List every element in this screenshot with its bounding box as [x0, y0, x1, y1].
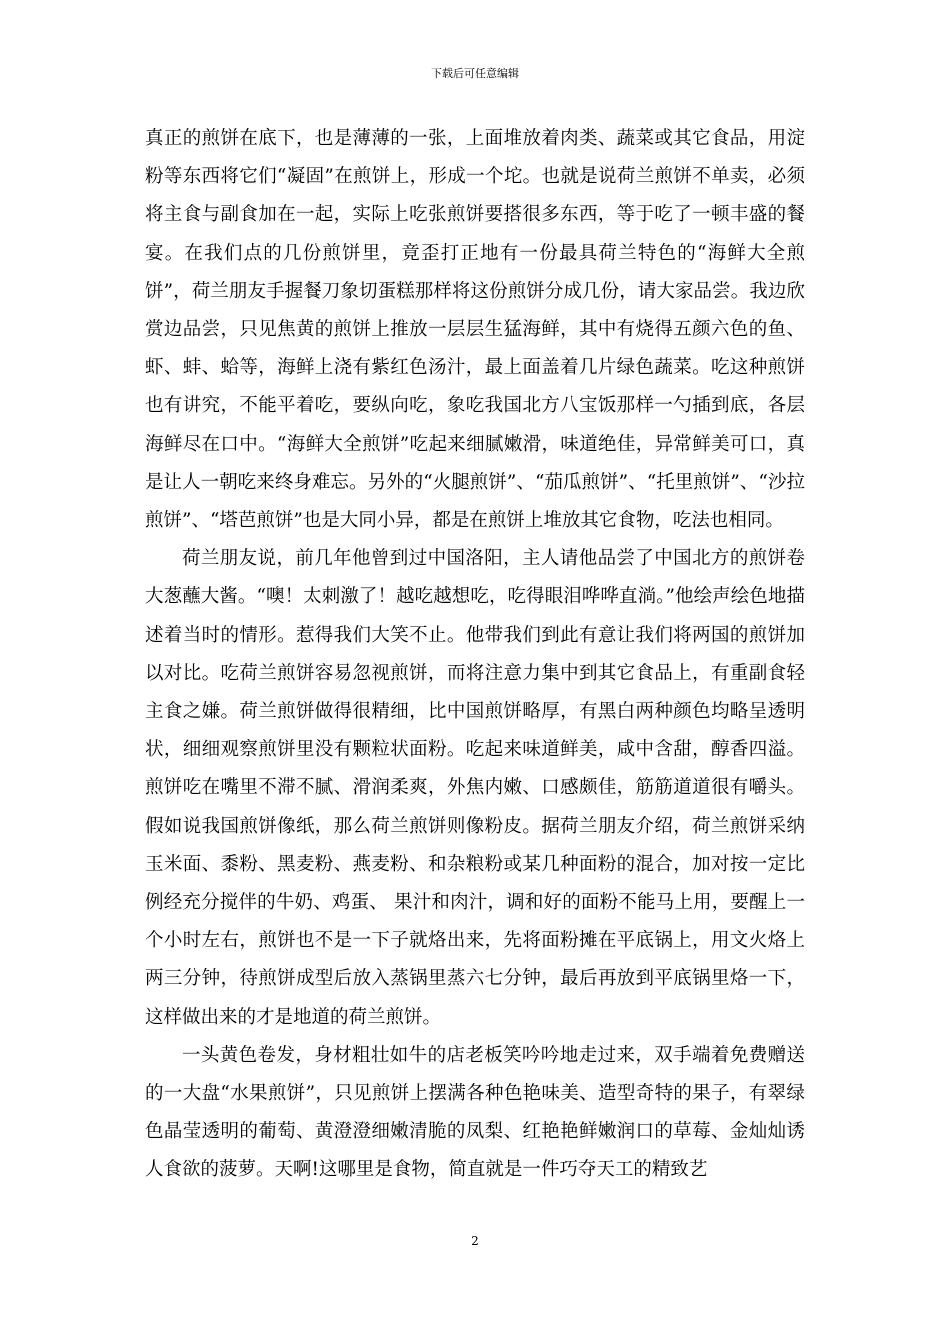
paragraph-3: 一头黄色卷发，身材粗壮如牛的店老板笑吟吟地走过来，双手端着免费赠送的一大盘“水果煎饼”，只见煎饼上摆满各种色艳味美、造型奇特的果子，有翠绿色晶莹透明的葡萄、黄澄澄细嫩清脆的凤梨、红艳艳鲜嫩润口的草莓、金灿灿诱人食欲的菠萝。天啊!这哪里是食物，简直就是一件巧夺天工的精致艺 — [145, 1044, 805, 1181]
document-body — [145, 120, 805, 1190]
paragraph-1: 真正的煎饼在底下，也是薄薄的一张，上面堆放着肉类、蔬菜或其它食品，用淀粉等东西将它们“凝固”在煎饼上，形成一个坨。也就是说荷兰煎饼不单卖，必须将主食与副食加在一起，实际上吃张煎饼要搭很多东西，等于吃了一顿丰盛的餐宴。在我们点的几份煎饼里，竟歪打正地有一份最具荷兰特色的“海鲜大全煎饼”，荷兰朋友手握餐刀象切蛋糕那样将这份煎饼分成几份，请大家品尝。我边欣赏边品尝，只见焦黄的煎饼上推放一层层生猛海鲜，其中有烧得五颜六色的鱼、虾、蚌、蛤等，海鲜上浇有紫红色汤汁，最上面盖着几片绿色蔬菜。吃这种煎饼也有讲究，不能平着吃，要纵向吃，象吃我国北方八宝饭那样一勺插到底，各层海鲜尽在口中。“海鲜大全煎饼”吃起来细腻嫩滑，味道绝佳，异常鲜美可口，真是让人一朝吃来终身难忘。另外的“火腿煎饼”、“茄瓜煎饼”、“托里煎饼”、“沙拉煎饼”、“塔芭煎饼”也是大同小异，都是在煎饼上堆放其它食物，吃法也相同。 — [145, 128, 805, 532]
page-number: 2 — [471, 1234, 479, 1248]
page-header: 下载后可任意编辑 — [431, 67, 519, 80]
paragraph-2: 荷兰朋友说，前几年他曾到过中国洛阳，主人请他品尝了中国北方的煎饼卷大葱蘸大酱。“噢！太刺激了！越吃越想吃，吃得眼泪哗哗直淌。”他绘声绘色地描述着当时的情形。惹得我们大笑不止。他带我们到此有意让我们将两国的煎饼加以对比。吃荷兰煎饼容易忽视煎饼，而将注意力集中到其它食品上，有重副食轻主食之嫌。荷兰煎饼做得很精细，比中国煎饼略厚，有黑白两种颜色均略呈透明状，细细观察煎饼里没有颗粒状面粉。吃起来味道鲜美，咸中含甜，醇香四溢。煎饼吃在嘴里不滞不腻、滑润柔爽，外焦内嫩、口感颇佳，筋筋道道很有嚼头。假如说我国煎饼像纸，那么荷兰煎饼则像粉皮。据荷兰朋友介绍，荷兰煎饼采纳玉米面、黍粉、黑麦粉、燕麦粉、和杂粮粉或某几种面粉的混合，加对按一定比例经充分搅伴的牛奶、鸡蛋、 果汁和肉汁，调和好的面粉不能马上用，要醒上一个小时左右，煎饼也不是一下子就烙出来，先将面粉摊在平底锅上，用文火烙上两三分钟，待煎饼成型后放入蒸锅里蒸六七分钟，最后再放到平底锅里烙一下，这样做出来的才是地道的荷兰煎饼。 — [145, 548, 805, 1028]
